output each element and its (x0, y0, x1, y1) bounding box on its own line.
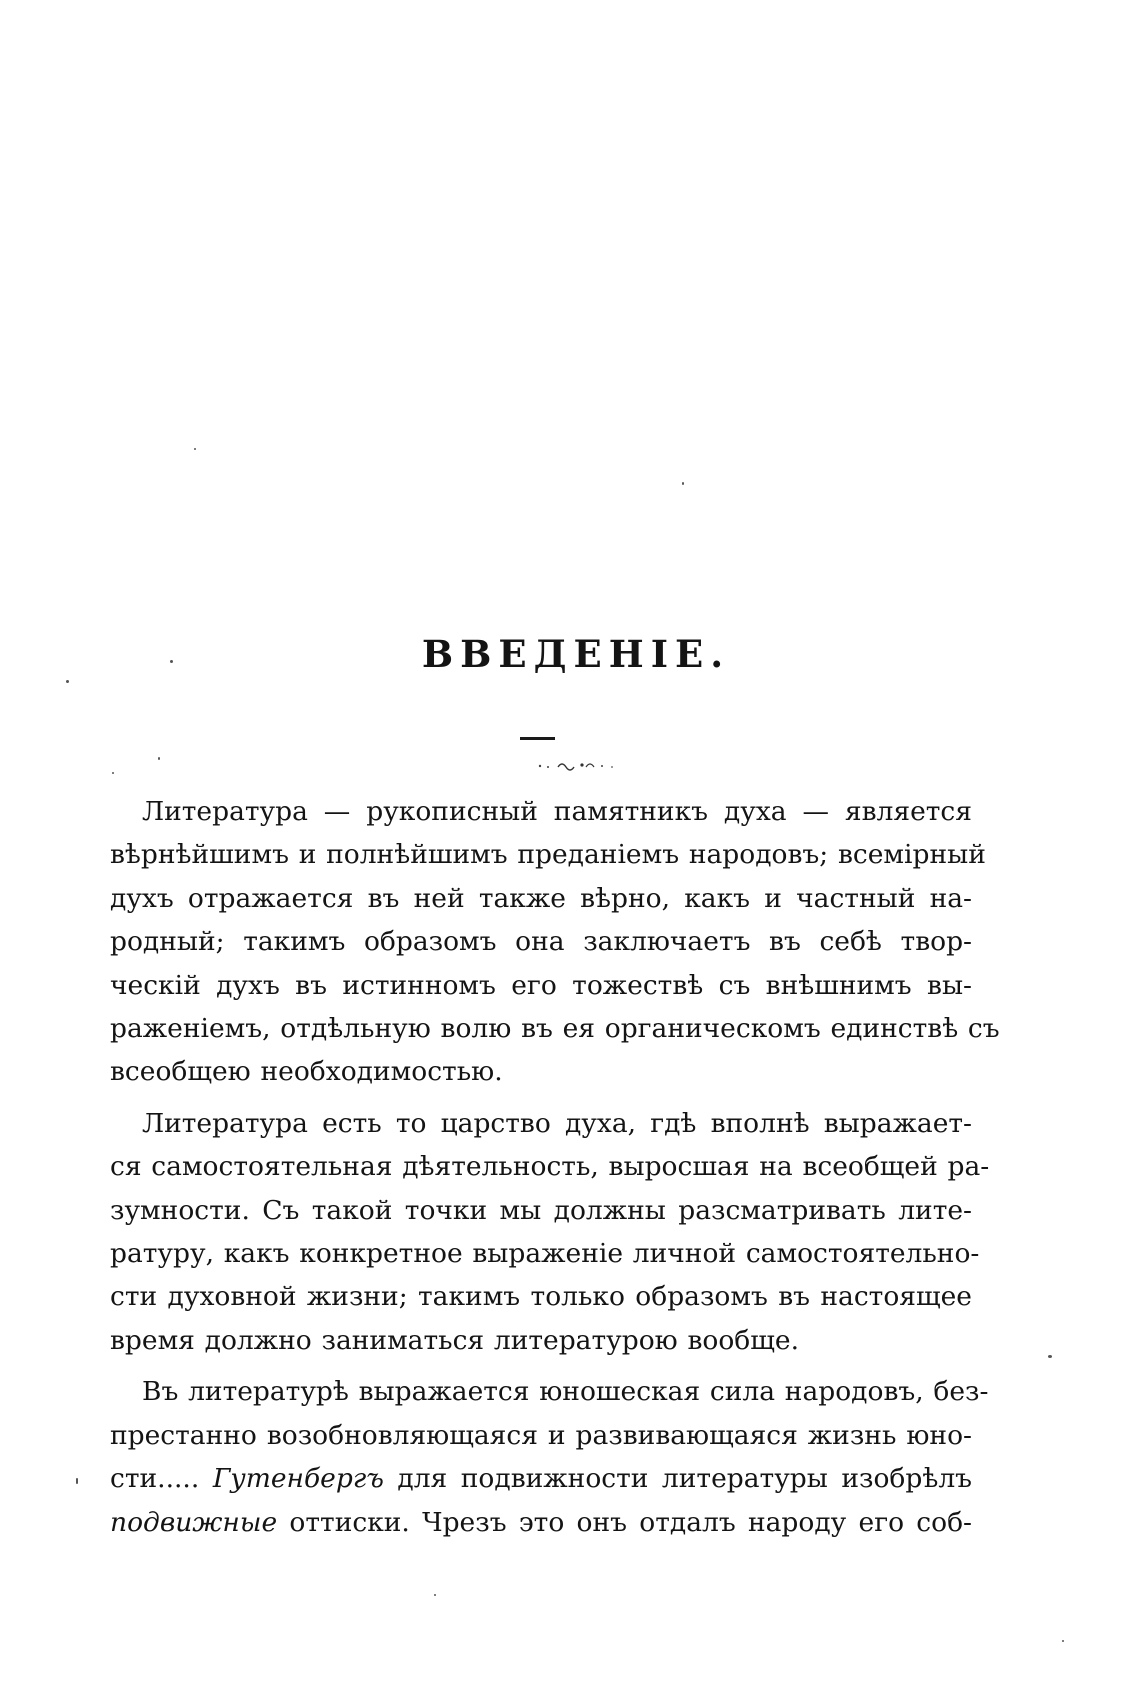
print-speck (66, 680, 69, 683)
print-speck (170, 660, 173, 663)
text-line (110, 1501, 972, 1544)
print-speck (158, 757, 160, 760)
paragraph (110, 1102, 990, 1362)
print-speck (1048, 1355, 1052, 1358)
text-line: ческій духъ въ истинномъ его тожествѣ съ внѣшнимъ вы- (110, 969, 972, 1001)
paragraph (110, 790, 1000, 1094)
text-fragment: для подвижности литературы изобрѣлъ (397, 1463, 973, 1495)
text-line: раженіемъ, отдѣльную волю въ ея органическомъ единствѣ съ (110, 1013, 1000, 1045)
print-speck (112, 772, 114, 774)
text-line: Литература есть то царство духа, гдѣ вполнѣ выражает- (142, 1107, 972, 1139)
text-line: ратуру, какъ конкретное выраженіе личной самостоятельно- (110, 1238, 980, 1270)
print-speck (194, 448, 196, 450)
text-line: всеобщею необходимостью. (110, 1056, 503, 1088)
text-fragment: сти..... (110, 1463, 200, 1495)
paragraph (110, 1370, 989, 1544)
print-speck (1062, 1640, 1064, 1642)
text-line: родный; такимъ образомъ она заключаетъ въ себѣ твор- (110, 926, 972, 958)
text-line: зумности. Съ такой точки мы должны разсматривать лите- (110, 1194, 972, 1226)
heading-rule (520, 737, 555, 740)
italic-word: подвижные (110, 1506, 278, 1538)
text-line: вѣрнѣйшимъ и полнѣйшимъ преданіемъ народовъ; всемірный (110, 839, 986, 871)
print-speck (682, 482, 684, 485)
text-fragment: оттиски. Чрезъ это онъ отдалъ народу его соб- (289, 1506, 972, 1538)
text-line: престанно возобновляющаяся и развивающаяся жизнь юно- (110, 1419, 972, 1451)
italic-name: Гутенбергъ (212, 1463, 384, 1495)
text-line: Въ литературѣ выражается юношеская сила народовъ, без- (142, 1376, 989, 1408)
print-speck (434, 1594, 436, 1596)
body-text (110, 790, 1000, 1544)
print-speck (76, 1478, 78, 1484)
text-line: духъ отражается въ ней также вѣрно, какъ и частный на- (110, 882, 972, 914)
text-line: сти духовной жизни; такимъ только образомъ въ настоящее (110, 1281, 972, 1313)
text-line: Литература — рукописный памятникъ духа — является (142, 796, 972, 827)
ornament-flourish (534, 758, 624, 772)
text-line (110, 1457, 972, 1500)
chapter-heading: ВВЕДЕНІЕ. (421, 632, 731, 676)
text-line: ся самостоятельная дѣятельность, выросшая на всеобщей ра- (110, 1151, 990, 1183)
text-line: время должно заниматься литературою вообще. (110, 1324, 799, 1356)
